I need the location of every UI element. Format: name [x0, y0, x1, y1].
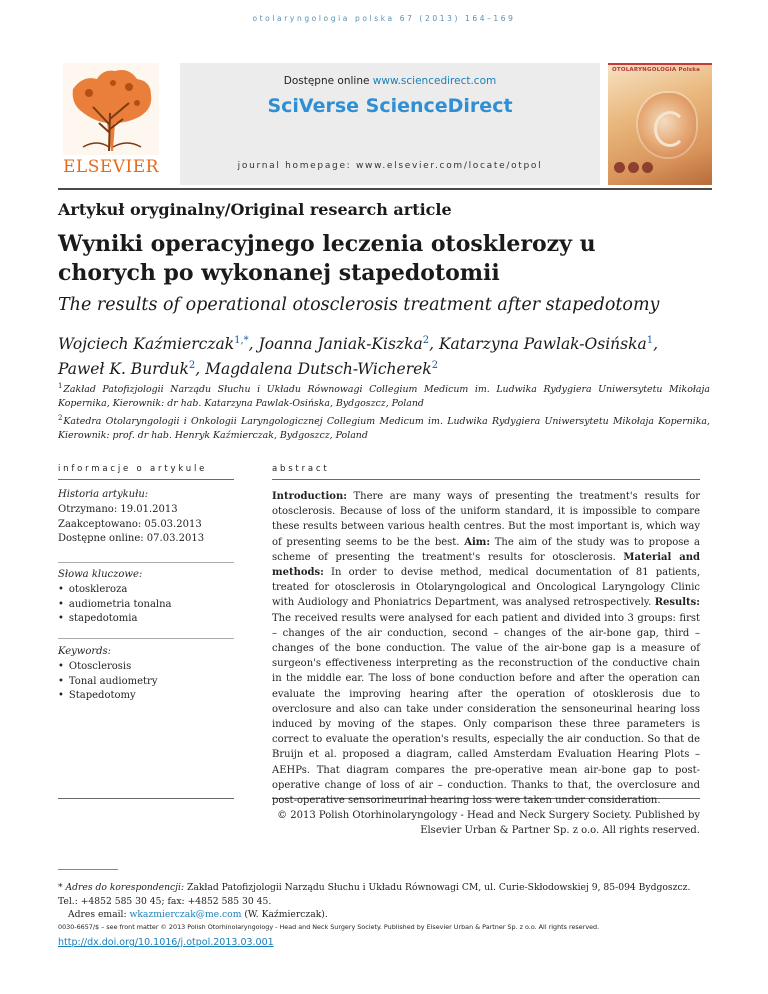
- affiliation-item: $^2$ Katedra Otolaryngologii i Onkologii Laryngologicznej Collegium Medicum im. Ludwika Rydygiera Uniwersytetu Mikołaja Kopernika, Kierownik: prof. dr hab. Henryk Kaźmierczak, Bydgoszcz, Poland: [58, 414, 710, 442]
- journal-homepage[interactable]: journal homepage: www.elsevier.com/locate/otpol: [237, 161, 543, 171]
- elsevier-wordmark: ELSEVIER: [63, 157, 159, 177]
- keywords-pl-label: Słowa kluczowe:: [58, 569, 143, 580]
- footnote-marker: *: [58, 882, 63, 893]
- cover-title: OTOLARYNGOLOGIA Polska: [612, 67, 701, 73]
- issn-line: 0030-6657/$ – see front matter © 2013 Polish Otorhinolaryngology - Head and Neck Surgery Society. Published by Elsevier Urban & Partner Sp. z o.o. All rights reserved.: [58, 923, 600, 931]
- history-received: Otrzymano: 19.01.2013: [58, 504, 178, 515]
- author-affiliation-ref[interactable]: 2: [422, 335, 430, 346]
- footnote-label: Adres do korespondencji:: [65, 882, 185, 893]
- keywords-pl: [58, 569, 234, 627]
- copyright: [272, 808, 700, 838]
- header-rule: [58, 188, 712, 190]
- keyword-item: • stapedotomia: [58, 612, 234, 627]
- history-accepted: Zaakceptowano: 05.03.2013: [58, 518, 202, 530]
- abstract-label: Introduction:: [272, 491, 347, 502]
- keywords-divider: [58, 638, 234, 639]
- abstract-text: The received results were analysed for each patient and divided into 3 groups: first – changes of the air conduction, second – changes of the air-bone gap, third – changes of the bone conduction. The value of the air-bone gap is a measure of surgeon's effectiveness interpreting as the reconstruction of the conductive chain in the middle ear. The loss of bone conduction before and after the operation can evaluate the improving hearing after the operation of otosklerosis due to overclosure and also can take under consideration the sensoneurinal hearing loss induced by moving of the stapes. Only comparison these three parameters is correct to evaluate the operation's results, especially the air conduction. So that de Bruijn et al. proposed a diagram, called Amsterdam Evaluation Hearing Plots – AEHPs. That diagram compares the pre-operative mean air-bone gap to post-operative change of loss of air – conduction. Thanks to that, the overclosure and post-operative sensorineurinal hearing loss were taken under consideration.: [272, 612, 700, 807]
- article-info-heading: informacje o artykule: [58, 464, 208, 474]
- running-head: otolaryngologia polska 67 (2013) 164–169: [252, 14, 516, 23]
- correspondence-footnote: [58, 881, 718, 922]
- abstract-body: [272, 489, 700, 839]
- affiliation-item: $^1$ Zakład Patofizjologii Narządu Słuchu i Układu Równowagi Collegium Medicum im. Ludwika Rydygiera Uniwersytetu Mikołaja Kopernika, Kierownik: dr hab. Katarzyna Pawlak-Osińska, Bydgoszcz, Poland: [58, 382, 710, 410]
- cover-accent-bar: [608, 63, 712, 65]
- keyword-item: • Tonal audiometry: [58, 675, 234, 690]
- sciencedirect-link[interactable]: www.sciencedirect.com: [372, 75, 497, 87]
- available-online-line: [180, 75, 600, 87]
- abstract-text: The aim of the study was to propose a scheme of presenting the treatment's results for otosclerosis.: [272, 536, 700, 563]
- abstract-rule: [272, 479, 700, 480]
- available-online-label: Dostępne online: [283, 75, 370, 87]
- sciencedirect-banner: [180, 63, 600, 185]
- article-info-end-rule: [58, 798, 234, 799]
- history-label: Historia artykułu:: [58, 489, 149, 500]
- footnote-address-line: [58, 881, 718, 895]
- author-affiliation-ref[interactable]: 2: [431, 360, 439, 372]
- footnote-email-line: Adres email: wkazmierczak@me.com (W. Kaźmierczak).: [68, 909, 328, 920]
- cover-badges: [614, 158, 656, 177]
- author-name: Katarzyna Pawlak-Osińska: [438, 335, 647, 354]
- article-subtitle: The results of operational otosclerosis treatment after stapedotomy: [58, 295, 660, 315]
- keyword-item: • audiometria tonalna: [58, 598, 234, 613]
- journal-cover[interactable]: [608, 63, 712, 185]
- author-name: Wojciech Kaźmierczak: [58, 335, 235, 354]
- abstract-label: Material and methods:: [272, 551, 701, 579]
- sciverse-sciencedirect-title[interactable]: SciVerse ScienceDirect: [267, 95, 513, 117]
- footnote-rule: [58, 869, 118, 870]
- footnote-address: Zakład Patofizjologii Narządu Słuchu i Układu Równowagi CM, ul. Curie-Skłodowskiej 9, 85-094 Bydgoszcz.: [184, 882, 691, 893]
- abstract-text: In order to devise method, medical documentation of 81 patients, treated for otosclerosis in Otolaryngological and Oncological Laryngology Clinic with Audiology and Phoniatrics Department, was analysed retrospectively.: [272, 567, 700, 609]
- abstract-label: Results:: [654, 597, 700, 609]
- author-name: Magdalena Dutsch-Wicherek: [205, 360, 432, 379]
- author-affiliation-ref[interactable]: 1: [646, 335, 654, 346]
- article-history: [58, 489, 234, 547]
- history-divider: [58, 562, 234, 563]
- copyright-line-2: Elsevier Urban & Partner Sp. z o.o. All rights reserved.: [420, 825, 700, 837]
- footnote-phone: Tel.: +4852 585 30 45; fax: +4852 585 30 45.: [58, 895, 272, 907]
- history-online: Dostępne online: 07.03.2013: [58, 533, 205, 544]
- abstract-text: There are many ways of presenting the treatment's results for otosclerosis. Because of loss of the uniform standard, it is impossible to compare these results between various health centres. But the most important is, which way of presenting seems to be the best.: [272, 491, 700, 548]
- keywords-en: [58, 646, 234, 704]
- ear-inner-icon: [654, 111, 686, 147]
- author-name: Paweł K. Burduk: [58, 360, 189, 379]
- keyword-item: • otoskleroza: [58, 583, 234, 598]
- keyword-item: • Stapedotomy: [58, 689, 234, 704]
- article-type: Artykuł oryginalny/Original research article: [58, 200, 452, 219]
- footnote-email-link[interactable]: wkazmierczak@me.com: [129, 909, 242, 920]
- keywords-en-label: Keywords:: [58, 646, 112, 657]
- article-title: Wyniki operacyjnego leczenia otosklerozy u chorych po wykonanej stapedotomii: [58, 231, 596, 286]
- article-info-rule: [58, 479, 234, 480]
- author-name: Joanna Janiak-Kiszka: [258, 335, 423, 354]
- doi-link[interactable]: http://dx.doi.org/10.1016/j.otpol.2013.03.001: [58, 937, 274, 948]
- copyright-line-1: © 2013 Polish Otorhinolaryngology - Head and Neck Surgery Society. Published by: [277, 810, 700, 822]
- author-list: Wojciech Kaźmierczak$^{1,*}$, Joanna Janiak-Kiszka$^2$, Katarzyna Pawlak-Osińska$^1$, Paweł K. Burduk$^2$, Magdalena Dutsch-Wicherek$^2$: [58, 335, 659, 379]
- keyword-item: • Otosclerosis: [58, 660, 234, 675]
- elsevier-tree-icon: [63, 63, 159, 155]
- elsevier-logo[interactable]: [58, 63, 164, 185]
- abstract-heading: abstract: [272, 464, 330, 474]
- author-affiliation-ref[interactable]: 2: [188, 360, 196, 372]
- abstract-label: Aim:: [464, 536, 491, 548]
- author-affiliation-ref[interactable]: 1,*: [234, 335, 249, 346]
- affiliations: [58, 379, 710, 443]
